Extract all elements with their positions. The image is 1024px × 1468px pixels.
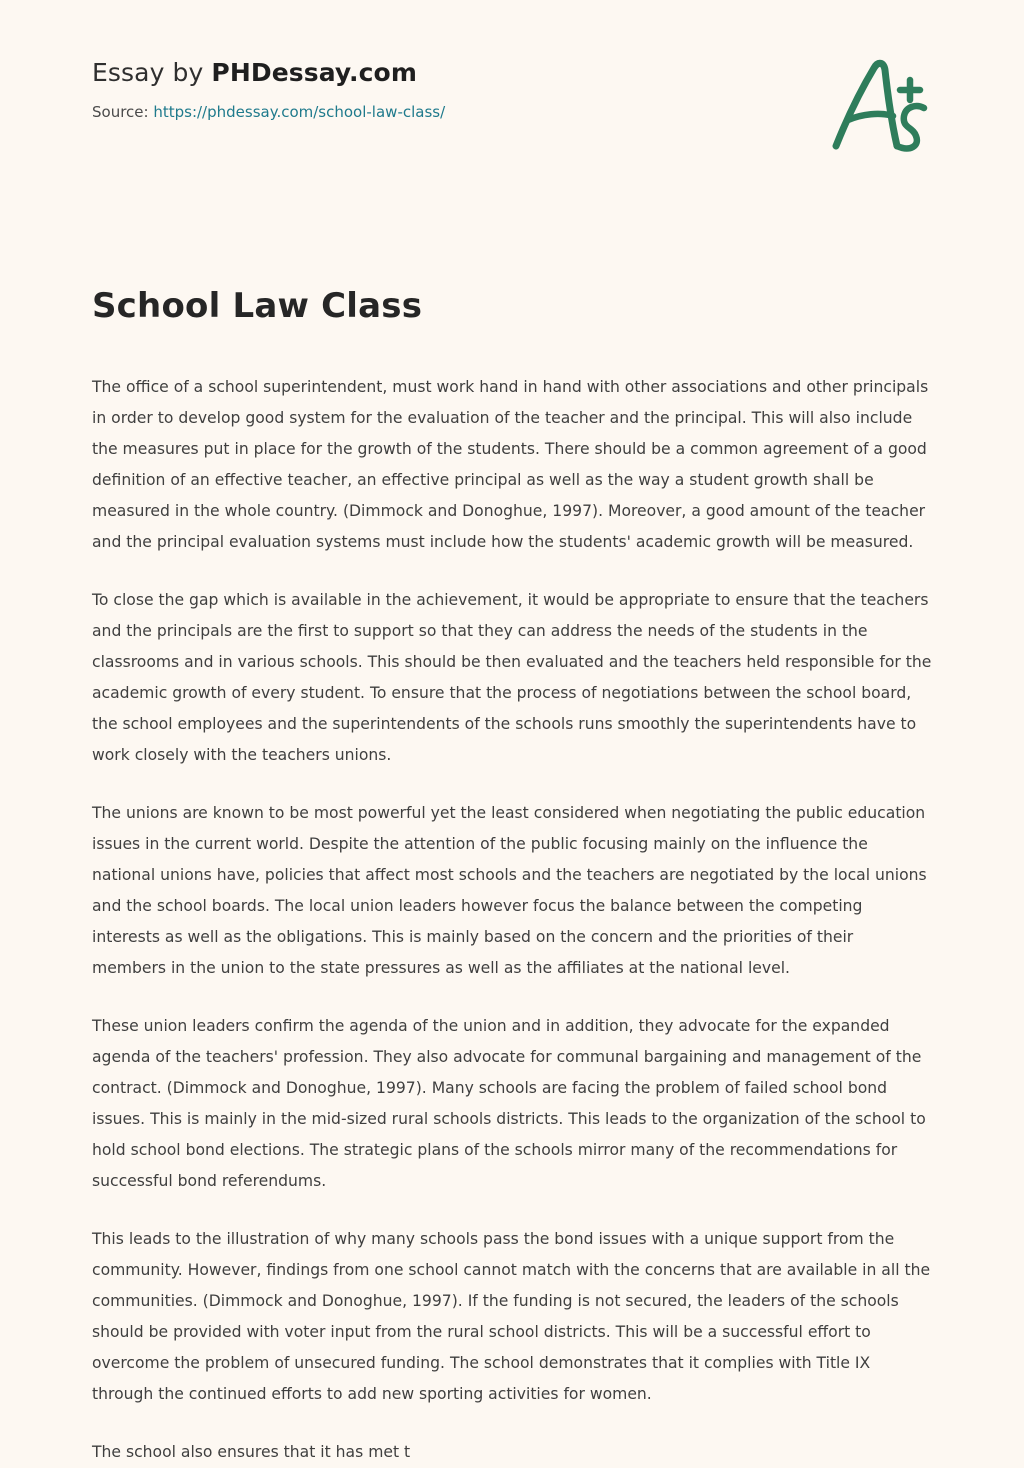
essay-by-prefix: Essay by [92,58,212,87]
paragraph: The office of a school superintendent, must work hand in hand with other associations and other principals in order to develop good system for the evaluation of the teacher and the principal. This will also include the measures put in place for the growth of the students. There should be a common agreement of a good definition of an effective teacher, an effective principal as well as the way a student growth shall be measured in the whole country. (Dimmock and Donoghue, 1997). Moreover, a good amount of the teacher and the principal evaluation systems must include how the students' academic growth will be measured. [92,378,929,551]
article-body [92,372,932,1468]
page-title: School Law Class [92,286,423,326]
page-header [92,58,932,178]
paragraph: These union leaders confirm the agenda of the union and in addition, they advocate for the expanded agenda of the teachers' profession. They also advocate for communal bargaining and management of the contract. (Dimmock and Donoghue, 1997). Many schools are facing the problem of failed school bond issues. This is mainly in the mid-sized rural schools districts. This leads to the organization of the school to hold school bond elections. The strategic plans of the schools mirror many of the recommendations for successful bond referendums. [92,1017,926,1190]
source-line [92,103,932,121]
paragraph: The unions are known to be most powerful yet the least considered when negotiating the public education issues in the current world. Despite the attention of the public focusing mainly on the influence the national unions have, policies that affect most schools and the teachers are negotiated by the local unions and the school boards. The local union leaders however focus the balance between the competing interests as well as the obligations. This is mainly based on the concern and the priorities of their members in the union to the state pressures as well as the affiliates at the national level. [92,804,927,977]
source-label: Source: [92,103,154,121]
essay-byline [92,58,932,87]
paragraph: To close the gap which is available in the achievement, it would be appropriate to ensure that the teachers and the principals are the first to support so that they can address the needs of the students in the classrooms and in various schools. This should be then evaluated and the teachers held responsible for the academic growth of every student. To ensure that the process of negotiations between the school board, the school employees and the superintendents of the schools runs smoothly the superintendents have to work closely with the teachers unions. [92,591,932,764]
site-name: PHDessay.com [211,58,417,87]
paragraph: This leads to the illustration of why many schools pass the bond issues with a unique support from the community. However, findings from one school cannot match with the concerns that are available in all the communities. (Dimmock and Donoghue, 1997). If the funding is not secured, the leaders of the schools should be provided with voter input from the rural school districts. This will be a successful effort to overcome the problem of unsecured funding. The school demonstrates that it complies with Title IX through the continued efforts to add new sporting activities for women. [92,1230,931,1403]
aplus-logo-icon [818,54,938,164]
source-link[interactable]: https://phdessay.com/school-law-class/ [153,103,446,121]
paragraph: The school also ensures that it has met t [92,1443,411,1461]
